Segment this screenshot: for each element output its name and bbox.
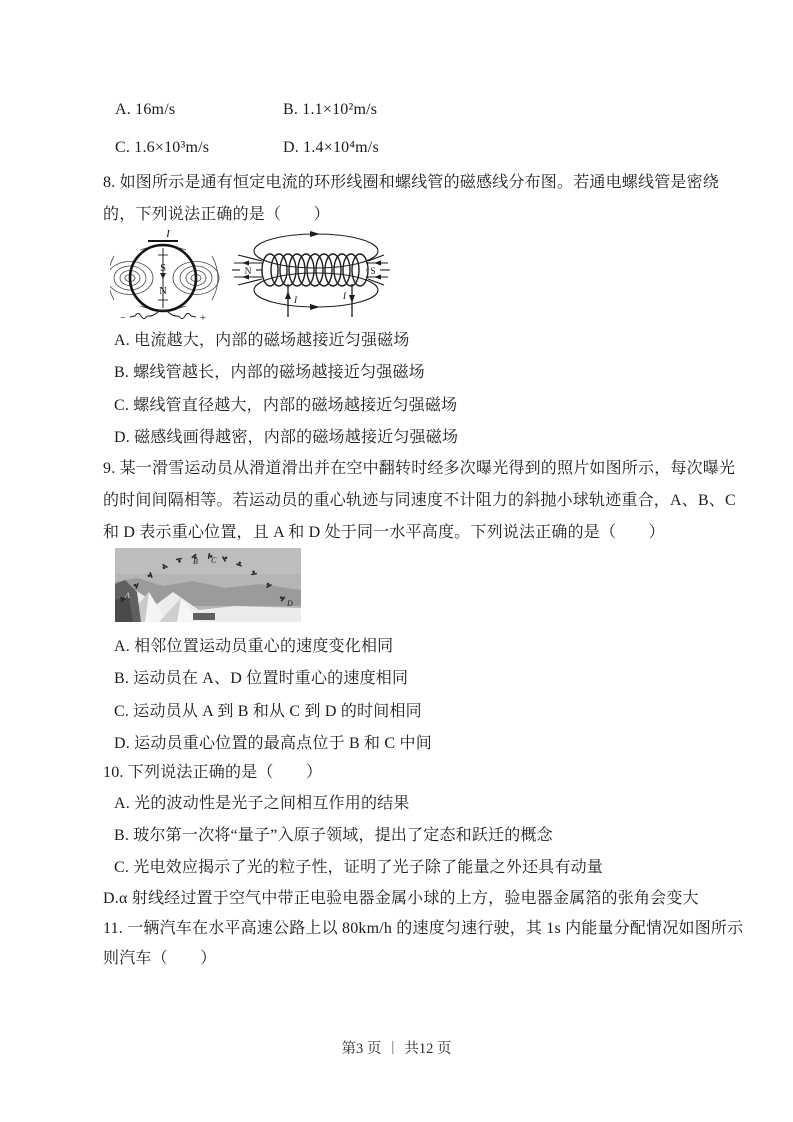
photo-label-d: D bbox=[287, 599, 293, 608]
q10-option-b: B. 玻尔第一次将“量子”入原子领域，提出了定态和跃迁的概念 bbox=[114, 827, 553, 844]
q10-option-d: D.α 射线经过置于空气中带正电验电器金属小球的上方，验电器金属箔的张角会变大 bbox=[103, 890, 699, 907]
footer-total-pages: 共12 页 bbox=[404, 1041, 452, 1057]
q7-option-d: D. 1.4×10⁴m/s bbox=[283, 139, 379, 156]
q9-stem-line2: 的时间间隔相等。若运动员的重心轨迹与同速度不计阻力的斜抛小球轨迹重合，A、B、C bbox=[103, 492, 736, 509]
q8-stem-line1: 8. 如图所示是通有恒定电流的环形线圈和螺线管的磁感线分布图。若通电螺线管是密绕 bbox=[103, 174, 720, 191]
q7-option-a: A. 16m/s bbox=[115, 101, 176, 118]
solenoid-current-left-label: I bbox=[294, 296, 298, 306]
q11-stem-line2: 则汽车（ ） bbox=[103, 950, 217, 967]
solenoid-pole-s-label: S bbox=[370, 267, 376, 277]
solenoid-pole-n-label: N bbox=[244, 267, 252, 277]
q9-option-a: A. 相邻位置运动员重心的速度变化相同 bbox=[114, 638, 394, 655]
q9-stem-line1: 9. 某一滑雪运动员从滑道滑出并在空中翻转时经多次曝光得到的照片如图所示，每次曝光 bbox=[103, 460, 736, 477]
q9-option-c: C. 运动员从 A 到 B 和从 C 到 D 的时间相同 bbox=[114, 703, 422, 720]
q8-option-c: C. 螺线管直径越大，内部的磁场越接近匀强磁场 bbox=[114, 397, 458, 414]
skier-photo-svg bbox=[115, 548, 301, 622]
q7-option-c: C. 1.6×10³m/s bbox=[115, 139, 210, 156]
footer-separator: | bbox=[391, 1039, 395, 1055]
ring-terminal-minus: − bbox=[120, 313, 126, 322]
ring-pole-s-label: S bbox=[160, 263, 166, 274]
q8-ring-coil-figure bbox=[110, 226, 237, 322]
q8-option-a: A. 电流越大，内部的磁场越接近匀强磁场 bbox=[114, 332, 410, 349]
q11-stem-line1: 11. 一辆汽车在水平高速公路上以 80km/h 的速度匀速行驶，其 1s 内能量分配情况如图所示 bbox=[103, 920, 744, 937]
q9-multi-exposure-photo bbox=[115, 548, 301, 622]
q10-stem: 10. 下列说法正确的是（ ） bbox=[103, 764, 323, 781]
ring-pole-n-label: N bbox=[159, 286, 167, 297]
solenoid-svg bbox=[232, 227, 390, 319]
photo-label-b: B bbox=[193, 557, 198, 566]
solenoid-current-right-label: I bbox=[342, 292, 346, 302]
footer-current-page: 第3 页 bbox=[341, 1041, 382, 1057]
q8-stem-line2: 的，下列说法正确的是（ ） bbox=[103, 206, 330, 223]
ring-current-label: I bbox=[166, 228, 170, 240]
q10-option-c: C. 光电效应揭示了光的粒子性，证明了光子除了能量之外还具有动量 bbox=[114, 859, 604, 876]
photo-label-a: A bbox=[125, 591, 130, 600]
q9-stem-line3: 和 D 表示重心位置，且 A 和 D 处于同一水平高度。下列说法正确的是（ ） bbox=[103, 524, 665, 541]
q9-option-b: B. 运动员在 A、D 位置时重心的速度相同 bbox=[114, 670, 409, 687]
ring-terminal-plus: + bbox=[200, 313, 206, 322]
q8-option-d: D. 磁感线画得越密，内部的磁场越接近匀强磁场 bbox=[114, 429, 459, 446]
q8-option-b: B. 螺线管越长，内部的磁场越接近匀强磁场 bbox=[114, 364, 425, 381]
q10-option-a: A. 光的波动性是光子之间相互作用的结果 bbox=[114, 795, 410, 812]
page-footer bbox=[0, 1037, 793, 1058]
photo-label-c: C bbox=[211, 556, 217, 565]
q8-solenoid-figure bbox=[232, 227, 390, 319]
ring-coil-svg bbox=[110, 226, 237, 322]
q7-option-b: B. 1.1×10²m/s bbox=[283, 101, 378, 118]
q9-option-d: D. 运动员重心位置的最高点位于 B 和 C 中间 bbox=[114, 735, 432, 752]
